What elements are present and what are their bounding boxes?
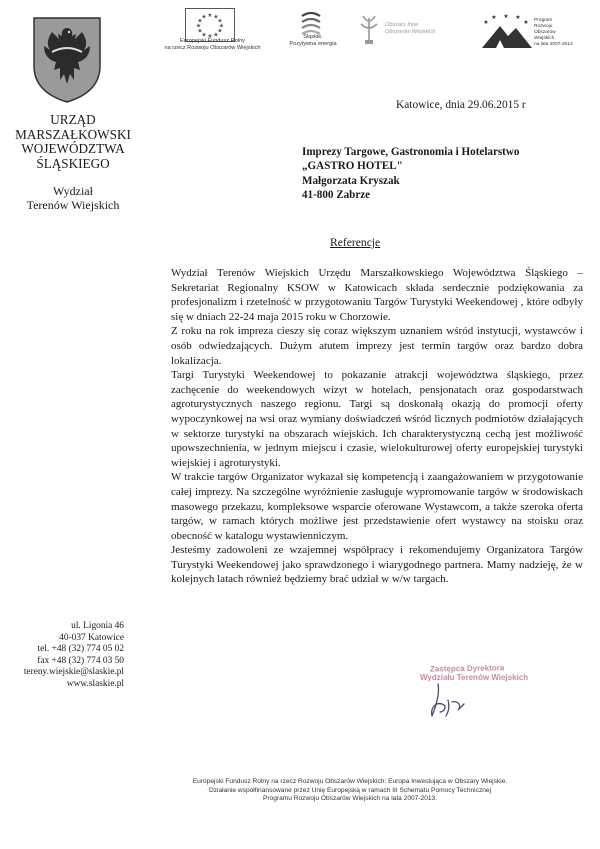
- svg-text:★: ★: [207, 12, 213, 19]
- body-paragraph: Wydział Terenów Wiejskich Urzędu Marszałkowskiego Województwa Śląskiego – Sekretariat Regionalny KSOW w Katowicach składa serdecznie podziękowania za profesjonalizm i rzetelność w przygotowaniu Targów Turystyki Weekendowej , które odbyły się w dniach 22-24 maja 2015 roku w Chorzowie.: [171, 267, 583, 323]
- contact-info: [0, 621, 124, 690]
- prow-logo: [478, 14, 534, 50]
- department-line: Terenów Wiejskich: [26, 198, 120, 212]
- rural-network-logo: [357, 12, 381, 46]
- eu-logo-caption: [160, 38, 265, 52]
- svg-text:★: ★: [503, 14, 509, 20]
- svg-text:★: ★: [195, 22, 202, 30]
- osw-caption-line: Obszary Inne: [385, 22, 419, 28]
- prow-caption-line: na lata 2007-2013: [534, 42, 573, 47]
- department-line: Wydział: [53, 184, 93, 198]
- svg-text:★: ★: [201, 13, 207, 21]
- silesian-eagle-crest: [30, 14, 104, 104]
- body-paragraph: Z roku na rok impreza cieszy się coraz większym uznaniem wśród instytucji, wystawców i osób odwiedzających. Dużym atutem imprezy jest termin targów oraz bardzo dobra lokalizacja.: [171, 325, 583, 367]
- svg-text:★: ★: [218, 22, 225, 30]
- contact-website[interactable]: www.slaskie.pl: [66, 678, 124, 689]
- letter-date: Katowice, dnia 29.06.2015 r: [396, 99, 526, 111]
- stamp-line: Wydziału Terenów Wiejskich: [420, 673, 529, 682]
- svg-text:★: ★: [197, 27, 203, 35]
- office-name-line: URZĄD: [50, 112, 96, 127]
- svg-text:★: ★: [213, 31, 219, 39]
- body-paragraph: Targi Turystyki Weekendowej to pokazanie atrakcji województwa śląskiego, przez zachęcenie do weekendowych wizyt w hotelach, pensjonatach oraz gospodarstwach agroturystycznych naszego regionu. Targi są doskonałą okazją do promocji oferty wypoczynkowej na wsi oraz wymiany doświadczeń wśród licznych podmiotów działających w sektorze turystyki na obszarach wiejskich. Ich charakterystyczną cechą jest możliwość upowszechnienia, w jednym miejscu i czasie, wielokulturowej oferty europejskiej turystyki wiejskiej i agroturystyki.: [171, 369, 583, 469]
- svg-text:★: ★: [213, 13, 219, 21]
- svg-text:★: ★: [491, 14, 497, 21]
- rural-network-caption: [385, 22, 455, 36]
- handwritten-signature: [418, 678, 478, 720]
- office-name-line: ŚLĄSKIEGO: [36, 155, 110, 171]
- slaskie-caption-line: Pozytywna energia: [289, 41, 337, 47]
- footer-line: Działanie współfinansowane przez Unię Europejską w ramach III Schematu Pomocy Technicznej: [208, 786, 492, 794]
- slaskie-logo-caption: [283, 34, 343, 48]
- prow-caption-line: Program: [534, 18, 553, 23]
- letter-body: [171, 266, 583, 587]
- contact-address-line: ul. Ligonia 46: [71, 621, 124, 631]
- contact-phone: tel. +48 (32) 774 05 02: [37, 644, 124, 654]
- svg-text:★: ★: [217, 17, 223, 25]
- contact-email[interactable]: tereny.wiejskie@slaskie.pl: [23, 667, 124, 677]
- body-paragraph: Jesteśmy zadowoleni ze wzajemnej współpracy i rekomendujemy Organizatora Targów Turystyki Weekendowej jako sprawdzonego i wiarygodnego partnera. Mamy nadzieję, że w kolejnych latach również będziemy brać udział w w/w targach.: [171, 544, 583, 586]
- svg-text:★: ★: [515, 14, 521, 21]
- footer-note: [160, 778, 540, 804]
- svg-text:★: ★: [523, 19, 529, 26]
- svg-text:★: ★: [201, 31, 207, 39]
- office-name-line: WOJEWÓDZTWA: [21, 141, 125, 156]
- eu-flag-logo: [185, 8, 235, 42]
- prow-caption-line: Rozwoju: [534, 24, 553, 29]
- eu-caption-line: Europejski Fundusz Rolny: [180, 38, 245, 44]
- prow-caption-line: Obszarów: [534, 30, 556, 35]
- letter-subject: Referencje: [330, 236, 381, 249]
- svg-text:★: ★: [483, 19, 489, 26]
- office-name: [0, 113, 146, 171]
- recipient-line: „GASTRO HOTEL": [302, 160, 403, 173]
- svg-text:★: ★: [217, 27, 223, 35]
- body-paragraph: W trakcie targów Organizator wykazał się kompetencją i zaangażowaniem w przygotowanie całej imprezy. Na szczególne wyróżnienie zasługuje wypromowanie targów w środowiskach masowego przekazu, kompleksowe wsparcie oferowane Wystawcom, a także szeroka oferta targów, w ramach których możliwe jest przedstawienie ofert wystawcy na stoisku oraz obecność w katalogu wystawienniczym.: [171, 471, 583, 542]
- svg-text:★: ★: [197, 17, 203, 25]
- recipient-line: Imprezy Targowe, Gastronomia i Hotelarstwo: [302, 146, 520, 158]
- footer-line: Europejski Fundusz Rolny na rzecz Rozwoju Obszarów Wiejskich: Europa Inwestująca w Obszary Wiejskie.: [192, 778, 508, 785]
- svg-text:★: ★: [207, 33, 213, 40]
- slaskie-caption-line: Śląskie.: [303, 34, 323, 40]
- contact-address-line: 40-037 Katowice: [59, 632, 124, 643]
- recipient-line: Małgorzata Kryszak: [302, 174, 400, 187]
- office-name-line: MARSZAŁKOWSKI: [15, 126, 131, 142]
- eu-caption-line: na rzecz Rozwoju Obszarów Wiejskich: [164, 45, 261, 51]
- osw-caption-line: Obszarów Wiejskich: [385, 29, 436, 35]
- stamp-line: Zastępca Dyrektora: [429, 663, 505, 674]
- recipient-line: 41-800 Zabrze: [302, 189, 371, 202]
- footer-line: Programu Rozwoju Obszarów Wiejskich na lata 2007-2013.: [262, 795, 438, 802]
- prow-caption-line: Wiejskich: [534, 36, 555, 41]
- department-name: [0, 184, 146, 212]
- contact-fax: fax +48 (32) 774 03 50: [37, 655, 124, 666]
- prow-logo-caption: [534, 18, 582, 48]
- recipient-address: [302, 145, 519, 203]
